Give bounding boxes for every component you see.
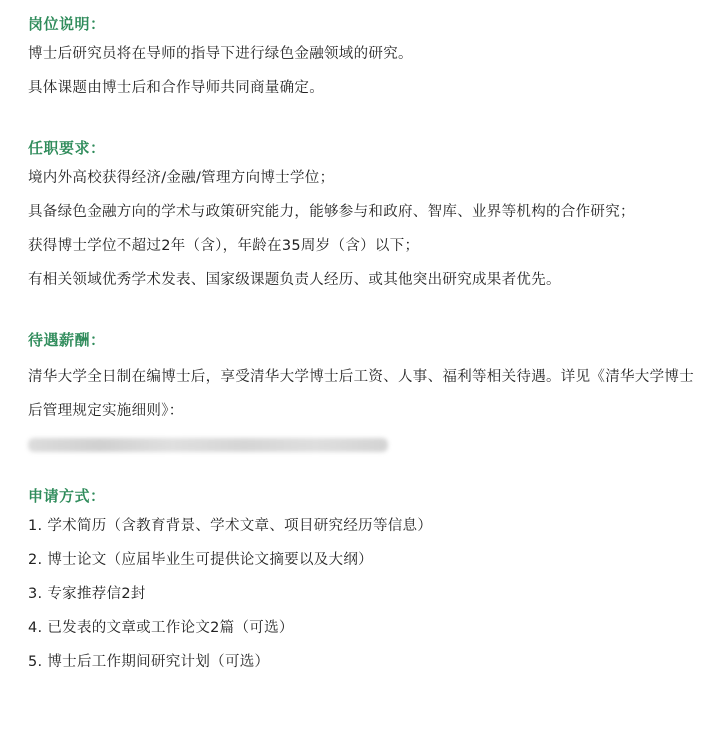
duty-line: 博士后研究员将在导师的指导下进行绿色金融领域的研究。 <box>28 46 413 62</box>
apply-item: 5. 博士后工作期间研究计划（可选） <box>28 654 270 670</box>
requirements-section <box>28 138 715 290</box>
benefits-heading: 待遇薪酬： <box>28 331 106 349</box>
benefits-section <box>28 330 715 452</box>
requirement-line: 具备绿色金融方向的学术与政策研究能力，能够参与和政府、智库、业界等机构的合作研究； <box>28 204 635 220</box>
requirement-line: 获得博士学位不超过2年（含），年龄在35周岁（含）以下； <box>28 238 420 254</box>
duty-line: 具体课题由博士后和合作导师共同商量确定。 <box>28 80 324 96</box>
spacer <box>28 112 715 138</box>
duty-heading: 岗位说明： <box>28 15 106 33</box>
apply-item: 1. 学术简历（含教育背景、学术文章、项目研究经历等信息） <box>28 518 433 534</box>
requirement-line: 境内外高校获得经济/金融/管理方向博士学位； <box>28 170 335 186</box>
apply-heading: 申请方式： <box>28 487 106 505</box>
blurred-link[interactable] <box>28 438 388 452</box>
requirements-heading: 任职要求： <box>28 139 106 157</box>
benefits-paragraph: 清华大学全日制在编博士后，享受清华大学博士后工资、人事、福利等相关待遇。详见《清华大学博士后管理规定实施细则》： <box>28 369 694 419</box>
spacer <box>28 304 715 330</box>
apply-item: 3. 专家推荐信2封 <box>28 586 146 602</box>
requirement-line: 有相关领域优秀学术发表、国家级课题负责人经历、或其他突出研究成果者优先。 <box>28 272 561 288</box>
duty-section <box>28 14 715 98</box>
apply-section <box>28 486 715 672</box>
spacer <box>28 452 715 486</box>
apply-item: 2. 博士论文（应届毕业生可提供论文摘要以及大纲） <box>28 552 373 568</box>
apply-item: 4. 已发表的文章或工作论文2篇（可选） <box>28 620 294 636</box>
